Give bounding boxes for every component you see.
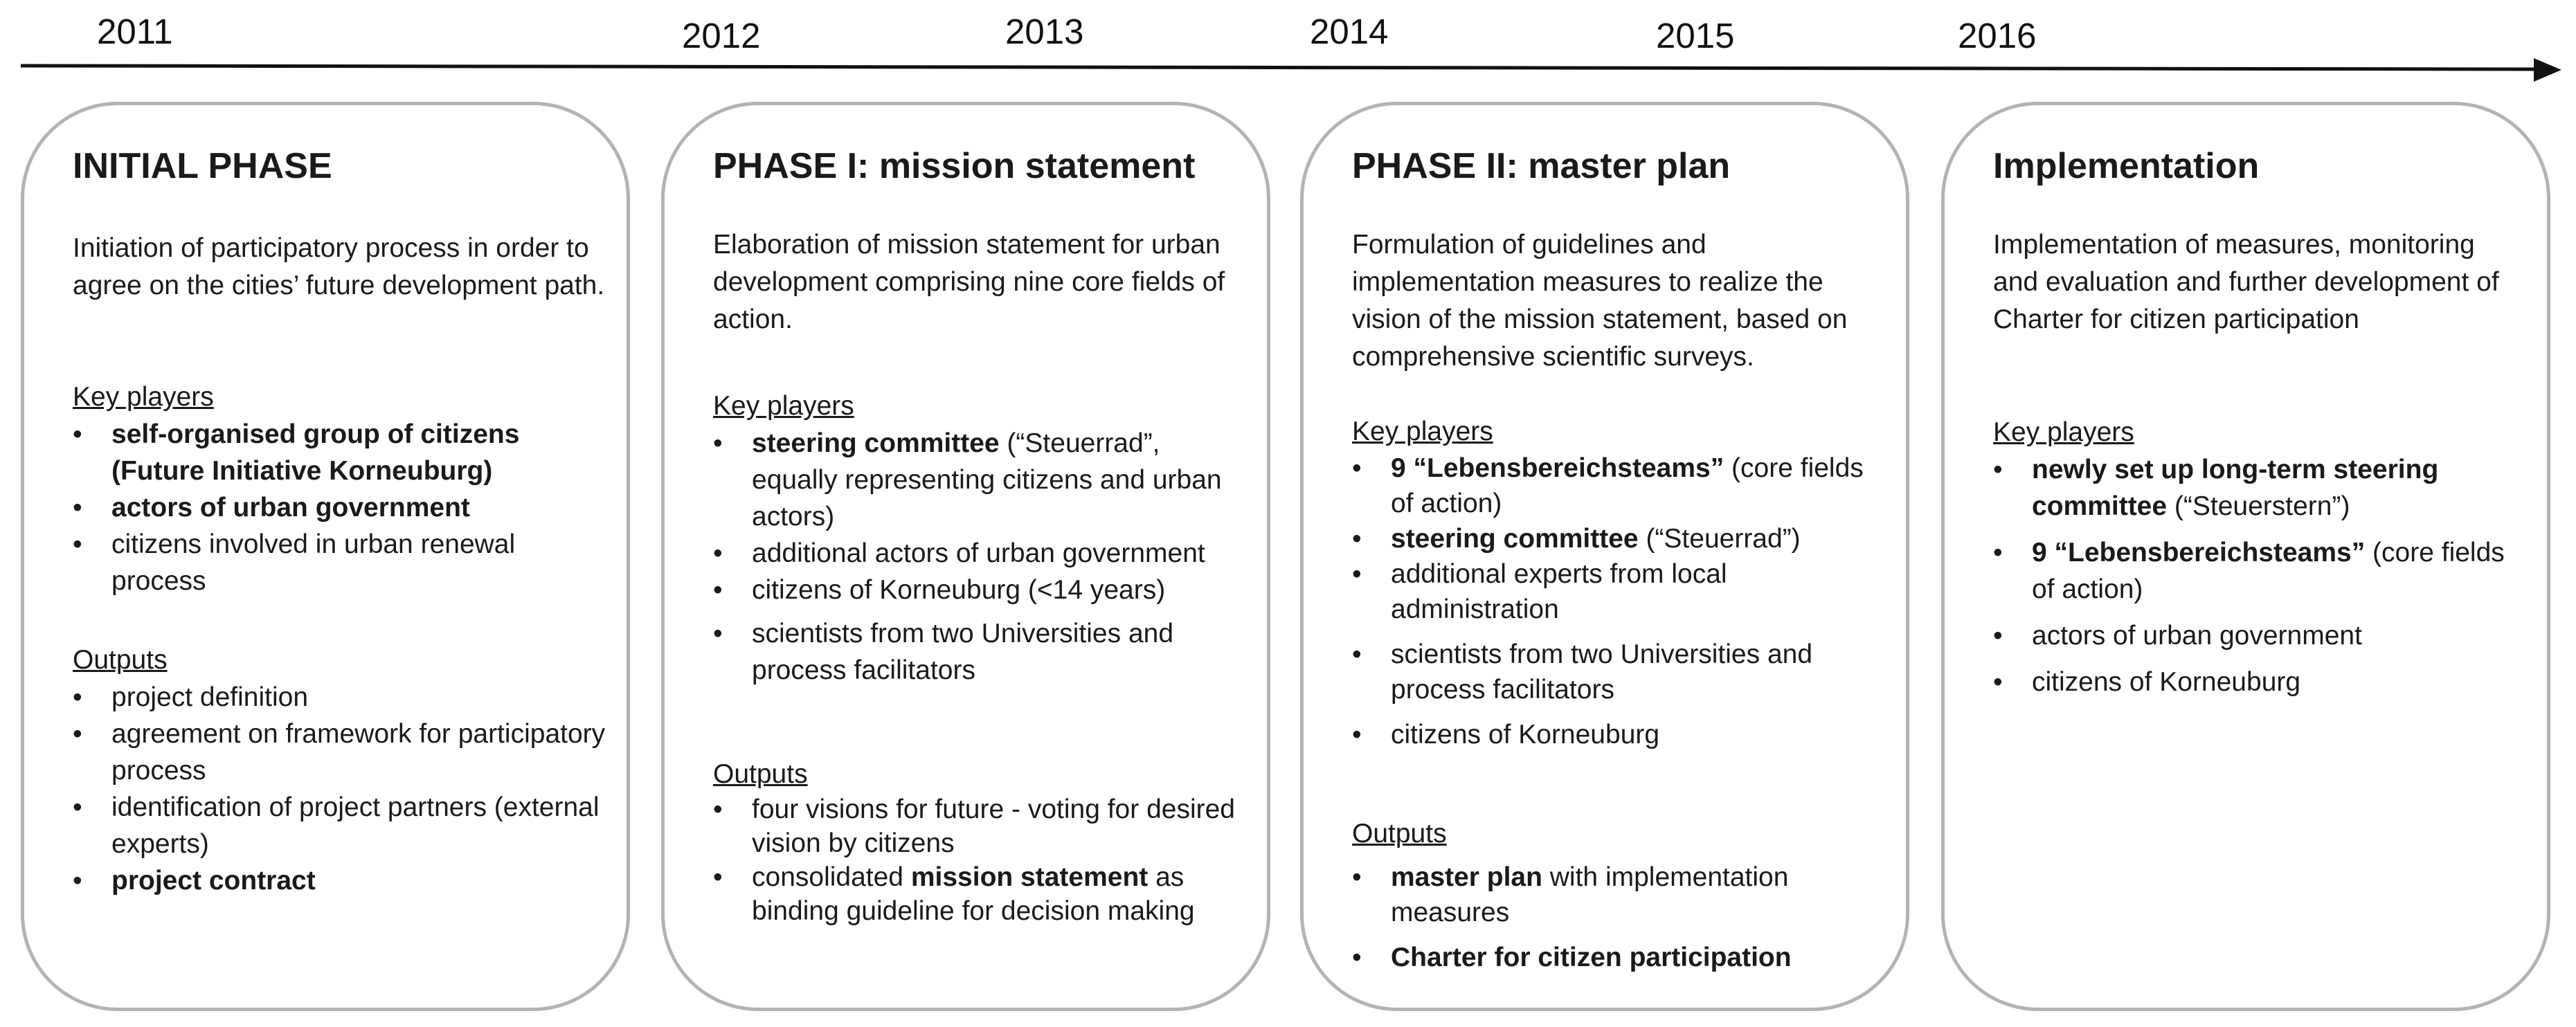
timeline-arrowhead-icon [2534,58,2561,82]
year-label: 2013 [1005,12,1084,51]
phase-description: Initiation of participatory process in order to agree on the cities’ future development path. [73,233,605,300]
outputs-heading: Outputs [73,645,168,675]
phase-description: Formulation of guidelines and implementation measures to realize the vision of the mission statement, based on comprehensive scientific surveys. [1352,230,1848,372]
outputs-list [1352,860,1885,985]
key-players-heading: Key players [1352,417,1493,446]
phase-description: Implementation of measures, monitoring and evaluation and further development of Charter for citizen participation [1993,230,2499,334]
outputs-list [713,792,1246,928]
outputs-heading: Outputs [1352,819,1447,848]
list-item: • project definition [73,679,606,716]
key-players-list [73,416,606,599]
list-item: • citizens of Korneuburg (<14 years) [713,572,1246,608]
key-players-heading: Key players [1993,417,2134,447]
year-label: 2016 [1958,16,2037,55]
list-item: • consolidated mission statement as binding guideline for decision making [713,860,1246,928]
phase-description: Elaboration of mission statement for urban development comprising nine core fields of action. [713,230,1225,334]
timeline-axis [0,0,2576,90]
phase-box-implementation [1941,102,2550,1011]
phase-title: INITIAL PHASE [73,146,332,186]
phase-box-master-plan [1300,102,1909,1011]
year-label: 2011 [97,12,173,51]
list-item: • 9 “Lebensbereichsteams” (core fields of action) [1993,534,2526,608]
list-item: • additional experts from local administration [1352,556,1885,627]
list-item: • newly set up long-term steering committee (“Steuerstern”) [1993,451,2526,525]
key-players-list [1352,451,1885,752]
phase-title: PHASE I: mission statement [713,146,1196,186]
phase-box-mission-statement [661,102,1270,1011]
list-item: • citizens of Korneuburg [1352,717,1885,752]
list-item: • scientists from two Universities and process facilitators [1352,637,1885,707]
list-item: • self-organised group of citizens (Future Initiative Korneuburg) [73,416,606,489]
phase-title: Implementation [1993,146,2260,186]
outputs-heading: Outputs [713,759,808,789]
list-item: • additional actors of urban government [713,535,1246,572]
list-item: • agreement on framework for participatory process [73,716,606,789]
phase-title: PHASE II: master plan [1352,146,1731,186]
year-label: 2015 [1656,16,1735,55]
key-players-heading: Key players [73,382,214,412]
list-item: • 9 “Lebensbereichsteams” (core fields of action) [1352,451,1885,521]
key-players-list [1993,451,2526,710]
list-item: • citizens involved in urban renewal process [73,526,606,599]
list-item: • actors of urban government [73,489,606,526]
list-item: • citizens of Korneuburg [1993,664,2526,700]
list-item: • steering committee (“Steuerrad”) [1352,521,1885,556]
phase-box-initial [21,102,630,1011]
timeline-line [21,66,2539,69]
list-item: • master plan with implementation measures [1352,860,1885,930]
outputs-list [73,679,606,899]
list-item: • Charter for citizen participation [1352,940,1885,975]
year-label: 2014 [1310,12,1389,51]
key-players-heading: Key players [713,391,854,421]
list-item: • scientists from two Universities and process facilitators [713,615,1246,689]
year-label: 2012 [682,16,761,55]
list-item: • actors of urban government [1993,617,2526,654]
key-players-list [713,425,1246,689]
list-item: • identification of project partners (external experts) [73,789,606,862]
list-item: • four visions for future - voting for desired vision by citizens [713,792,1246,860]
list-item: • project contract [73,862,606,899]
list-item: • steering committee (“Steuerrad”, equally representing citizens and urban actors) [713,425,1246,535]
